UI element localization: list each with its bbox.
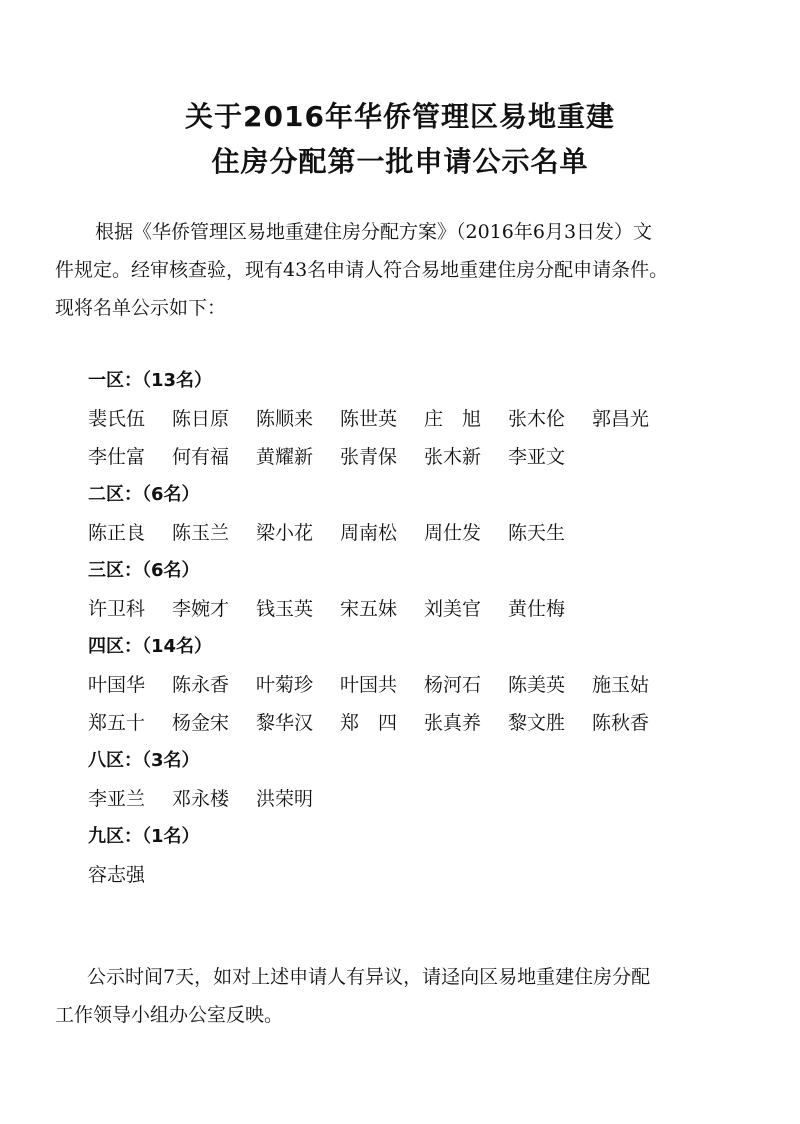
applicant-name: 张青保 <box>340 446 398 468</box>
applicant-name: 张木伦 <box>508 408 566 430</box>
district-heading: 九区：（1名） <box>88 826 200 847</box>
name-row <box>88 666 676 704</box>
applicant-name: 周仕发 <box>424 522 482 544</box>
applicant-name: 何有福 <box>172 446 230 468</box>
applicant-name: 杨河石 <box>424 674 482 696</box>
intro-paragraph <box>55 213 755 327</box>
intro-line-3: 现将名单公示如下： <box>55 297 227 319</box>
applicant-name: 黎文胜 <box>508 712 566 734</box>
applicant-name: 洪荣明 <box>256 788 314 810</box>
applicant-name: 叶国共 <box>340 674 398 696</box>
applicant-name: 陈正良 <box>88 522 146 544</box>
intro-line-1: 根据《华侨管理区易地重建住房分配方案》（2016年6月3日发）文 <box>95 221 653 243</box>
applicant-name: 裴氏伍 <box>88 408 146 430</box>
name-row <box>88 590 676 628</box>
applicant-name: 叶菊珍 <box>256 674 314 696</box>
applicant-name: 黄仕梅 <box>508 598 566 620</box>
district-heading: 三区：（6名） <box>88 560 200 581</box>
document-title-line-1: 关于2016年华侨管理区易地重建 <box>185 100 615 133</box>
applicant-name: 黄耀新 <box>256 446 314 468</box>
applicant-name: 陈世英 <box>340 408 398 430</box>
district-heading: 四区：（14名） <box>88 636 213 657</box>
applicant-name: 周南松 <box>340 522 398 544</box>
applicant-name: 宋五妹 <box>340 598 398 620</box>
applicant-name: 李婉才 <box>172 598 230 620</box>
applicant-name: 陈美英 <box>508 674 566 696</box>
name-row <box>88 514 676 552</box>
district-heading: 二区：（6名） <box>88 484 200 505</box>
applicant-name: 张真养 <box>424 712 482 734</box>
applicant-name: 陈玉兰 <box>172 522 230 544</box>
applicant-name: 陈顺来 <box>256 408 314 430</box>
name-row <box>88 704 676 742</box>
applicant-name: 杨金宋 <box>172 712 230 734</box>
name-row <box>88 438 676 476</box>
applicant-name: 刘美官 <box>424 598 482 620</box>
district-heading: 八区：（3名） <box>88 750 200 771</box>
applicant-name: 邓永楼 <box>172 788 230 810</box>
applicant-name: 郭昌光 <box>592 408 650 430</box>
applicant-name: 梁小花 <box>256 522 314 544</box>
document-title-line-2: 住房分配第一批申请公示名单 <box>211 145 589 178</box>
intro-line-2: 件规定。经审核查验，现有43名申请人符合易地重建住房分配申请条件。 <box>55 259 669 281</box>
applicant-name: 李亚文 <box>508 446 566 468</box>
applicant-name: 郑 四 <box>340 712 398 734</box>
applicant-name: 容志强 <box>88 864 146 886</box>
applicant-name: 李仕富 <box>88 446 146 468</box>
district-heading: 一区：（13名） <box>88 370 213 391</box>
closing-paragraph <box>55 958 755 1034</box>
closing-line-2: 工作领导小组办公室反映。 <box>55 1004 284 1026</box>
closing-line-1: 公示时间7天，如对上述申请人有异议，请迳向区易地重建住房分配 <box>87 966 651 988</box>
applicant-name: 陈日原 <box>172 408 230 430</box>
applicant-name: 叶国华 <box>88 674 146 696</box>
name-list <box>88 362 676 894</box>
name-row <box>88 400 676 438</box>
applicant-name: 李亚兰 <box>88 788 146 810</box>
name-row <box>88 780 676 818</box>
applicant-name: 陈秋香 <box>592 712 650 734</box>
applicant-name: 庄 旭 <box>424 408 482 430</box>
applicant-name: 陈永香 <box>172 674 230 696</box>
applicant-name: 许卫科 <box>88 598 146 620</box>
applicant-name: 郑五十 <box>88 712 146 734</box>
applicant-name: 钱玉英 <box>256 598 314 620</box>
applicant-name: 施玉姑 <box>592 674 650 696</box>
applicant-name: 陈天生 <box>508 522 566 544</box>
name-row <box>88 856 676 894</box>
applicant-name: 张木新 <box>424 446 482 468</box>
applicant-name: 黎华汉 <box>256 712 314 734</box>
